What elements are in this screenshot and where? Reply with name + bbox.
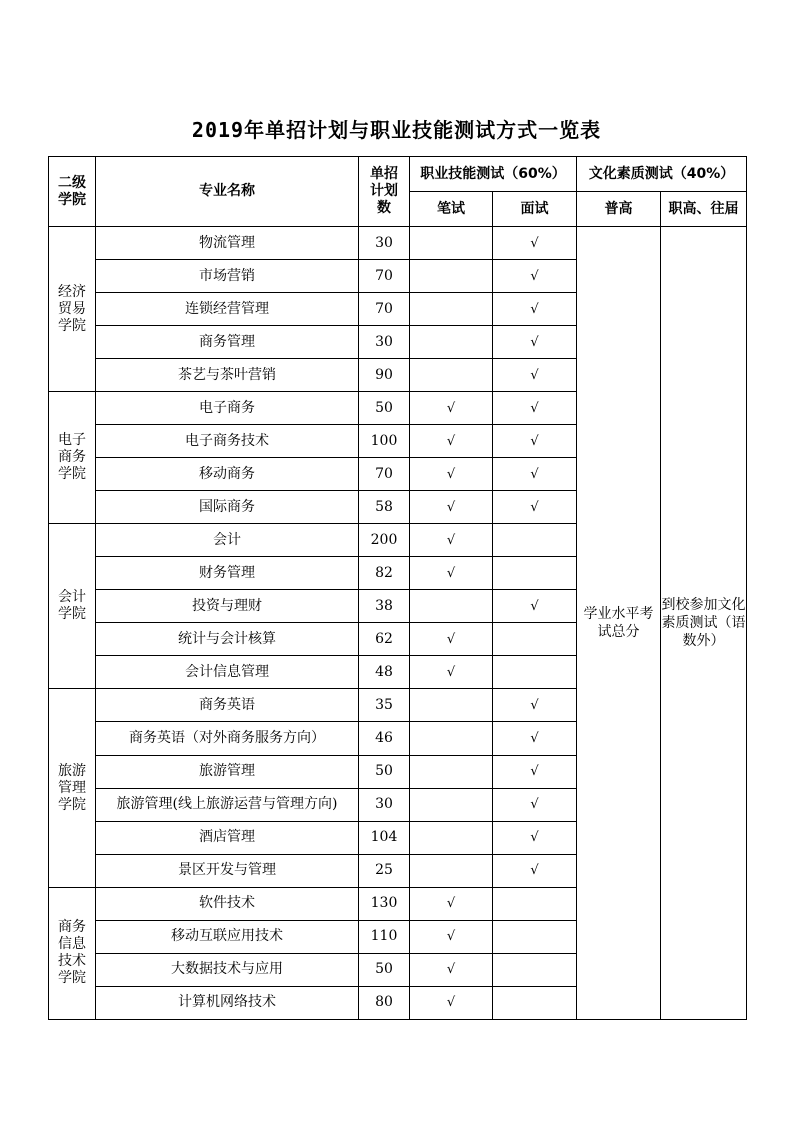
plan-count-cell: 62 xyxy=(359,623,410,656)
written-test-cell: √ xyxy=(410,920,493,953)
interview-test-cell: √ xyxy=(493,788,577,821)
general-high-culture-cell: 学业水平考试总分 xyxy=(577,227,661,1020)
interview-test-cell: √ xyxy=(493,425,577,458)
plan-count-cell: 38 xyxy=(359,590,410,623)
plan-count-cell: 70 xyxy=(359,260,410,293)
interview-test-cell: √ xyxy=(493,227,577,260)
header-interview: 面试 xyxy=(493,192,577,227)
header-written: 笔试 xyxy=(410,192,493,227)
written-test-cell xyxy=(410,326,493,359)
header-dept: 二级学院 xyxy=(49,157,96,227)
major-name-cell: 景区开发与管理 xyxy=(96,854,359,887)
written-test-cell xyxy=(410,293,493,326)
interview-test-cell: √ xyxy=(493,326,577,359)
plan-count-cell: 50 xyxy=(359,953,410,986)
written-test-cell: √ xyxy=(410,656,493,689)
major-name-cell: 市场营销 xyxy=(96,260,359,293)
plan-count-cell: 80 xyxy=(359,986,410,1019)
major-name-cell: 连锁经营管理 xyxy=(96,293,359,326)
interview-test-cell: √ xyxy=(493,293,577,326)
written-test-cell: √ xyxy=(410,425,493,458)
major-name-cell: 计算机网络技术 xyxy=(96,986,359,1019)
interview-test-cell xyxy=(493,887,577,920)
plan-count-cell: 30 xyxy=(359,788,410,821)
written-test-cell: √ xyxy=(410,392,493,425)
interview-test-cell: √ xyxy=(493,755,577,788)
major-name-cell: 财务管理 xyxy=(96,557,359,590)
interview-test-cell: √ xyxy=(493,359,577,392)
written-test-cell xyxy=(410,260,493,293)
dept-cell: 商务信息技术学院 xyxy=(49,887,96,1019)
interview-test-cell xyxy=(493,557,577,590)
plan-count-cell: 200 xyxy=(359,524,410,557)
header-vocational: 职高、往届 xyxy=(661,192,747,227)
plan-count-cell: 58 xyxy=(359,491,410,524)
written-test-cell: √ xyxy=(410,986,493,1019)
major-name-cell: 商务英语（对外商务服务方向） xyxy=(96,722,359,755)
interview-test-cell: √ xyxy=(493,260,577,293)
interview-test-cell xyxy=(493,953,577,986)
plan-count-cell: 130 xyxy=(359,887,410,920)
major-name-cell: 会计 xyxy=(96,524,359,557)
interview-test-cell xyxy=(493,524,577,557)
header-skill-test: 职业技能测试（60%） xyxy=(410,157,577,192)
enrollment-plan-table xyxy=(48,156,747,1020)
major-name-cell: 旅游管理 xyxy=(96,755,359,788)
written-test-cell xyxy=(410,821,493,854)
plan-count-cell: 35 xyxy=(359,689,410,722)
interview-test-cell xyxy=(493,623,577,656)
written-test-cell xyxy=(410,359,493,392)
plan-count-cell: 48 xyxy=(359,656,410,689)
written-test-cell: √ xyxy=(410,491,493,524)
written-test-cell xyxy=(410,854,493,887)
table-row xyxy=(49,227,747,260)
header-row-1 xyxy=(49,157,747,192)
plan-count-cell: 50 xyxy=(359,755,410,788)
written-test-cell xyxy=(410,722,493,755)
major-name-cell: 软件技术 xyxy=(96,887,359,920)
page-title: 2019年单招计划与职业技能测试方式一览表 xyxy=(191,118,602,142)
interview-test-cell: √ xyxy=(493,689,577,722)
major-name-cell: 电子商务 xyxy=(96,392,359,425)
written-test-cell xyxy=(410,755,493,788)
major-name-cell: 统计与会计核算 xyxy=(96,623,359,656)
major-name-cell: 旅游管理(线上旅游运营与管理方向) xyxy=(96,788,359,821)
written-test-cell: √ xyxy=(410,524,493,557)
major-name-cell: 物流管理 xyxy=(96,227,359,260)
plan-count-cell: 110 xyxy=(359,920,410,953)
plan-count-cell: 70 xyxy=(359,458,410,491)
written-test-cell xyxy=(410,788,493,821)
plan-count-cell: 30 xyxy=(359,326,410,359)
written-test-cell: √ xyxy=(410,953,493,986)
written-test-cell: √ xyxy=(410,887,493,920)
major-name-cell: 投资与理财 xyxy=(96,590,359,623)
major-name-cell: 会计信息管理 xyxy=(96,656,359,689)
plan-count-cell: 30 xyxy=(359,227,410,260)
written-test-cell: √ xyxy=(410,623,493,656)
plan-count-cell: 100 xyxy=(359,425,410,458)
written-test-cell: √ xyxy=(410,557,493,590)
interview-test-cell: √ xyxy=(493,458,577,491)
dept-cell: 旅游管理学院 xyxy=(49,689,96,887)
plan-count-cell: 25 xyxy=(359,854,410,887)
plan-count-cell: 50 xyxy=(359,392,410,425)
plan-count-cell: 70 xyxy=(359,293,410,326)
interview-test-cell xyxy=(493,986,577,1019)
interview-test-cell: √ xyxy=(493,491,577,524)
written-test-cell xyxy=(410,227,493,260)
written-test-cell: √ xyxy=(410,458,493,491)
plan-count-cell: 90 xyxy=(359,359,410,392)
major-name-cell: 国际商务 xyxy=(96,491,359,524)
plan-count-cell: 82 xyxy=(359,557,410,590)
major-name-cell: 茶艺与茶叶营销 xyxy=(96,359,359,392)
dept-cell: 经济贸易学院 xyxy=(49,227,96,392)
dept-cell: 电子商务学院 xyxy=(49,392,96,524)
major-name-cell: 商务管理 xyxy=(96,326,359,359)
major-name-cell: 酒店管理 xyxy=(96,821,359,854)
vocational-culture-cell: 到校参加文化素质测试（语数外） xyxy=(661,227,747,1020)
interview-test-cell: √ xyxy=(493,722,577,755)
major-name-cell: 商务英语 xyxy=(96,689,359,722)
interview-test-cell xyxy=(493,920,577,953)
interview-test-cell xyxy=(493,656,577,689)
major-name-cell: 电子商务技术 xyxy=(96,425,359,458)
header-culture-test: 文化素质测试（40%） xyxy=(577,157,747,192)
written-test-cell xyxy=(410,590,493,623)
dept-cell: 会计学院 xyxy=(49,524,96,689)
header-major: 专业名称 xyxy=(96,157,359,227)
interview-test-cell: √ xyxy=(493,590,577,623)
interview-test-cell: √ xyxy=(493,392,577,425)
header-general-high: 普高 xyxy=(577,192,661,227)
interview-test-cell: √ xyxy=(493,821,577,854)
plan-count-cell: 46 xyxy=(359,722,410,755)
written-test-cell xyxy=(410,689,493,722)
header-plan: 单招计划数 xyxy=(359,157,410,227)
plan-count-cell: 104 xyxy=(359,821,410,854)
interview-test-cell: √ xyxy=(493,854,577,887)
major-name-cell: 大数据技术与应用 xyxy=(96,953,359,986)
major-name-cell: 移动商务 xyxy=(96,458,359,491)
table-body xyxy=(49,227,747,1020)
major-name-cell: 移动互联应用技术 xyxy=(96,920,359,953)
